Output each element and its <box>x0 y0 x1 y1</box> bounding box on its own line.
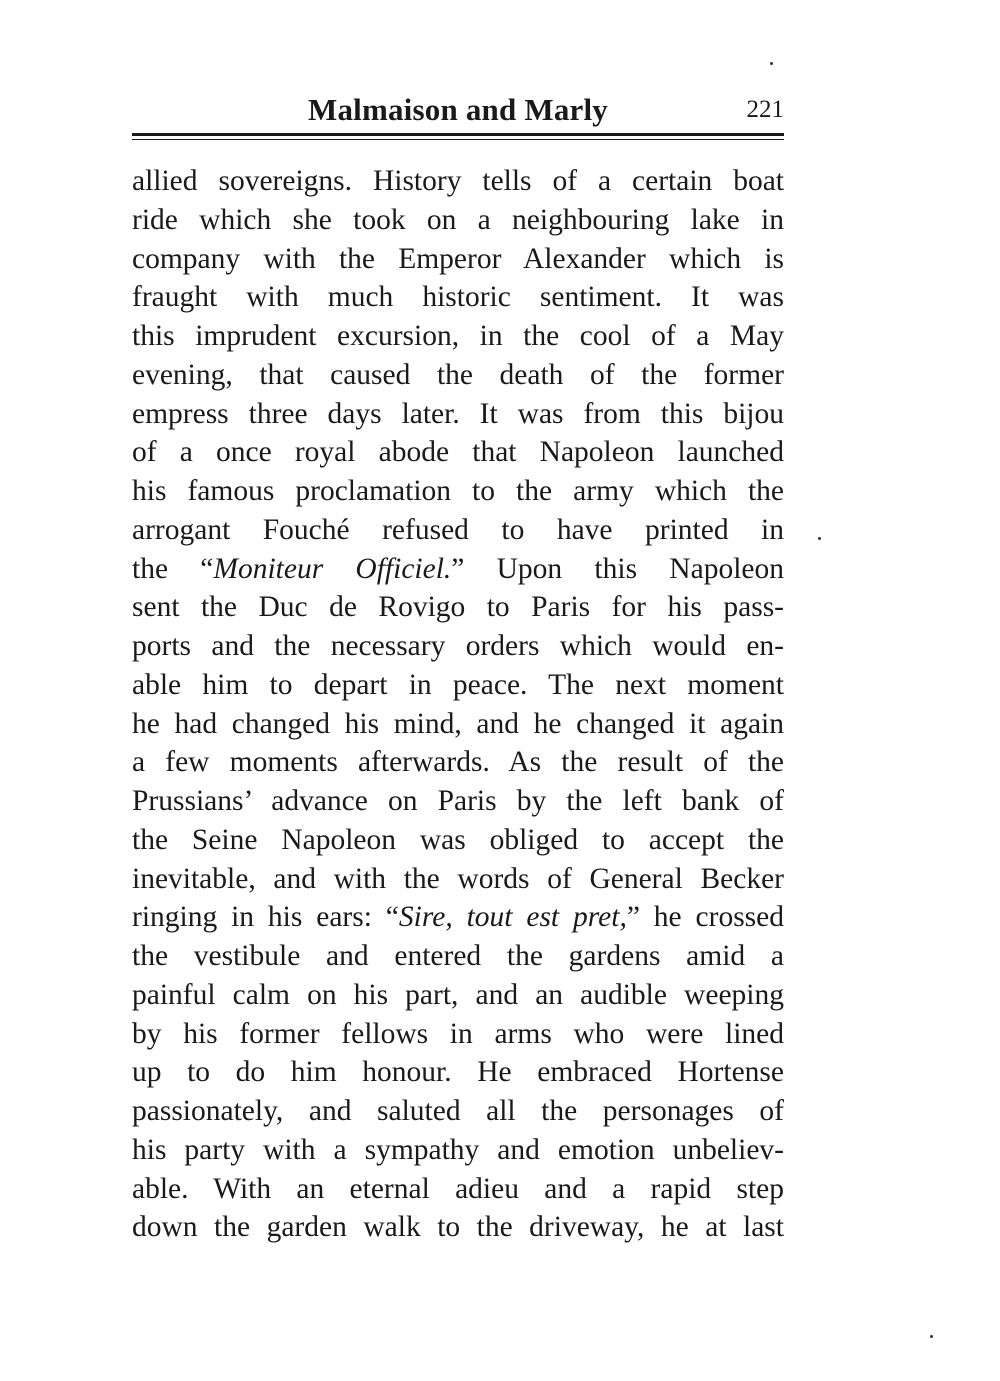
page-number: 221 <box>746 96 784 123</box>
text-line: ride which she took on a neighbouring lake in <box>132 203 784 236</box>
header-rule-thick <box>132 133 784 136</box>
text-line: up to do him honour. He embraced Hortense <box>132 1056 784 1089</box>
text-line: he had changed his mind, and he changed it again <box>132 707 784 740</box>
text-line: arrogant Fouché refused to have printed in <box>132 513 784 546</box>
text-line: passionately, and saluted all the personages of <box>132 1095 784 1127</box>
text-line-italic-quote: ringing in his ears: “Sire, tout est pret,” he crossed <box>132 901 784 934</box>
text-line: inevitable, and with the words of General Becker <box>132 862 784 895</box>
text-line: company with the Emperor Alexander which is <box>132 242 784 275</box>
scan-speck <box>818 537 821 540</box>
text-line: his famous proclamation to the army which the <box>132 475 784 507</box>
text-line: down the garden walk to the driveway, he at last <box>132 1211 784 1244</box>
text-line-italic-title: the “Moniteur Officiel.” Upon this Napoleon <box>132 552 784 585</box>
text-line: allied sovereigns. History tells of a certain boat <box>132 165 784 197</box>
text-line: painful calm on his part, and an audible weeping <box>132 978 784 1011</box>
text-line: of a once royal abode that Napoleon launched <box>132 436 784 469</box>
text-line: by his former fellows in arms who were lined <box>132 1017 784 1050</box>
text-line: empress three days later. It was from this bijou <box>132 397 784 430</box>
text-line: this imprudent excursion, in the cool of a May <box>132 320 784 352</box>
text-line: sent the Duc de Rovigo to Paris for his pass- <box>132 591 784 624</box>
text-line: the Seine Napoleon was obliged to accept the <box>132 823 784 856</box>
italic-phrase: Sire, tout est pret, <box>398 901 627 934</box>
running-title: Malmaison and Marly <box>307 92 609 127</box>
text-line: ports and the necessary orders which would en- <box>132 630 784 662</box>
text-line: able. With an eternal adieu and a rapid step <box>132 1172 784 1205</box>
scan-speck <box>930 1335 933 1338</box>
text-line: the vestibule and entered the gardens amid a <box>132 940 784 972</box>
text-line: evening, that caused the death of the former <box>132 358 784 391</box>
text-line: fraught with much historic sentiment. It was <box>132 281 784 314</box>
running-head <box>132 88 784 132</box>
text-line: Prussians’ advance on Paris by the left bank of <box>132 785 784 817</box>
italic-phrase: Moniteur Officiel. <box>213 552 452 585</box>
header-rule-thin <box>132 139 784 140</box>
text-line: his party with a sympathy and emotion unbeliev- <box>132 1133 784 1166</box>
text-line: able him to depart in peace. The next moment <box>132 668 784 701</box>
body-text <box>132 162 784 1247</box>
text-line: a few moments afterwards. As the result of the <box>132 746 784 779</box>
scan-speck <box>770 62 773 65</box>
